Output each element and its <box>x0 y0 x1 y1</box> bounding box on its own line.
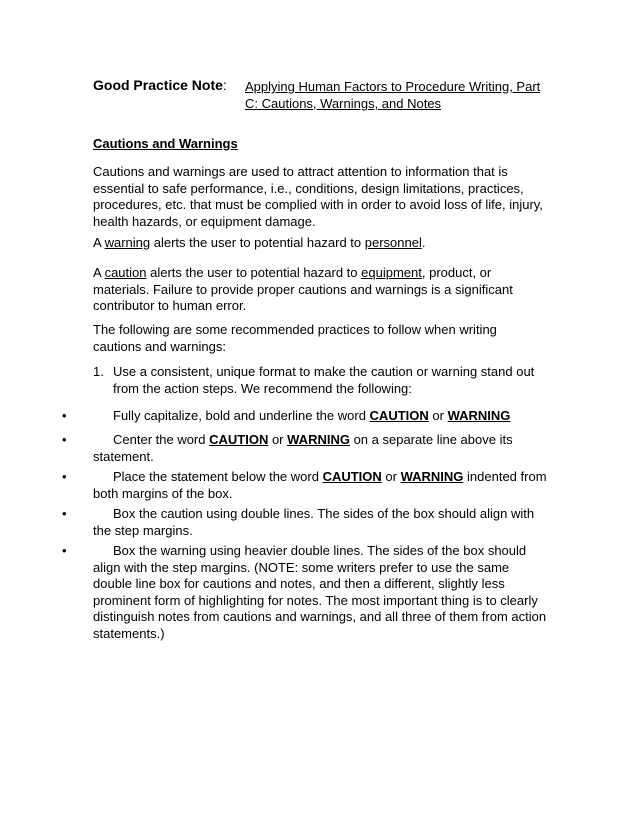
bullet-symbol: • <box>62 506 67 521</box>
text-run: Fully capitalize, bold and underline the word <box>113 408 370 423</box>
term-equipment: equipment <box>361 265 422 280</box>
text-run: A <box>93 265 105 280</box>
text-run: on a separate line above its statement. <box>93 432 513 464</box>
bullet-text <box>93 432 548 465</box>
text-run: alerts the user to potential hazard to <box>146 265 362 280</box>
item-number: 1. <box>93 364 104 379</box>
bullet-symbol: • <box>62 408 67 423</box>
text-run: or <box>428 408 448 423</box>
bullet-symbol: • <box>62 469 67 484</box>
term-personnel: personnel <box>364 235 422 250</box>
bullet-text: Box the caution using double lines. The sides of the box should align with the step margins. <box>93 506 535 538</box>
text-run: or <box>268 432 288 447</box>
keyword-warning: WARNING <box>447 408 511 423</box>
keyword-warning: WARNING <box>400 469 464 484</box>
text-run: Place the statement below the word <box>113 469 323 484</box>
practices-intro: The following are some recommended practices to follow when writing cautions and warnings: <box>93 322 497 354</box>
text-run: alerts the user to potential hazard to <box>150 235 365 250</box>
keyword-caution: CAUTION <box>369 408 429 423</box>
header-colon: : <box>222 77 227 93</box>
term-warning: warning <box>104 235 151 250</box>
text-run: or <box>381 469 401 484</box>
note-type-label: Good Practice Note: <box>93 77 227 93</box>
text-run: indented from both margins of the box. <box>93 469 547 501</box>
bullet-text: Box the warning using heavier double lines. The sides of the box should align with the step margins. (NOTE: some writers prefer to use the same double line box for cautions and notes, and then a different, slightly less prominent form of highlighting for notes. The most important thing is to clearly distinguish notes from cautions and warnings, and all three of them from action statements.) <box>93 543 547 641</box>
term-caution: caution <box>104 265 147 280</box>
caution-definition <box>93 265 548 315</box>
warning-definition <box>93 235 548 252</box>
item-text: Use a consistent, unique format to make the caution or warning stand out from the action steps. We recommend the following: <box>113 364 535 396</box>
text-run: . <box>421 235 426 250</box>
bullet-text <box>93 408 548 425</box>
keyword-caution: CAUTION <box>322 469 382 484</box>
text-run: A <box>93 235 105 250</box>
keyword-caution: CAUTION <box>209 432 269 447</box>
intro-paragraph: Cautions and warnings are used to attract attention to information that is essential to safe performance, i.e., conditions, design limitations, practices, procedures, etc. that must be complied with in order to avoid loss of life, injury, health hazards, or equipment damage. <box>93 164 543 229</box>
section-heading: Cautions and Warnings <box>93 136 238 151</box>
keyword-warning: WARNING <box>287 432 350 447</box>
text-run: , product, or materials. Failure to provide proper cautions and warnings is a significant contributor to human error. <box>93 265 513 313</box>
bullet-symbol: • <box>62 543 67 558</box>
bullet-symbol: • <box>62 432 67 447</box>
bullet-text <box>93 469 548 502</box>
document-title: Applying Human Factors to Procedure Writing, Part C: Cautions, Warnings, and Notes <box>245 79 541 111</box>
text-run: Center the word <box>113 432 210 447</box>
